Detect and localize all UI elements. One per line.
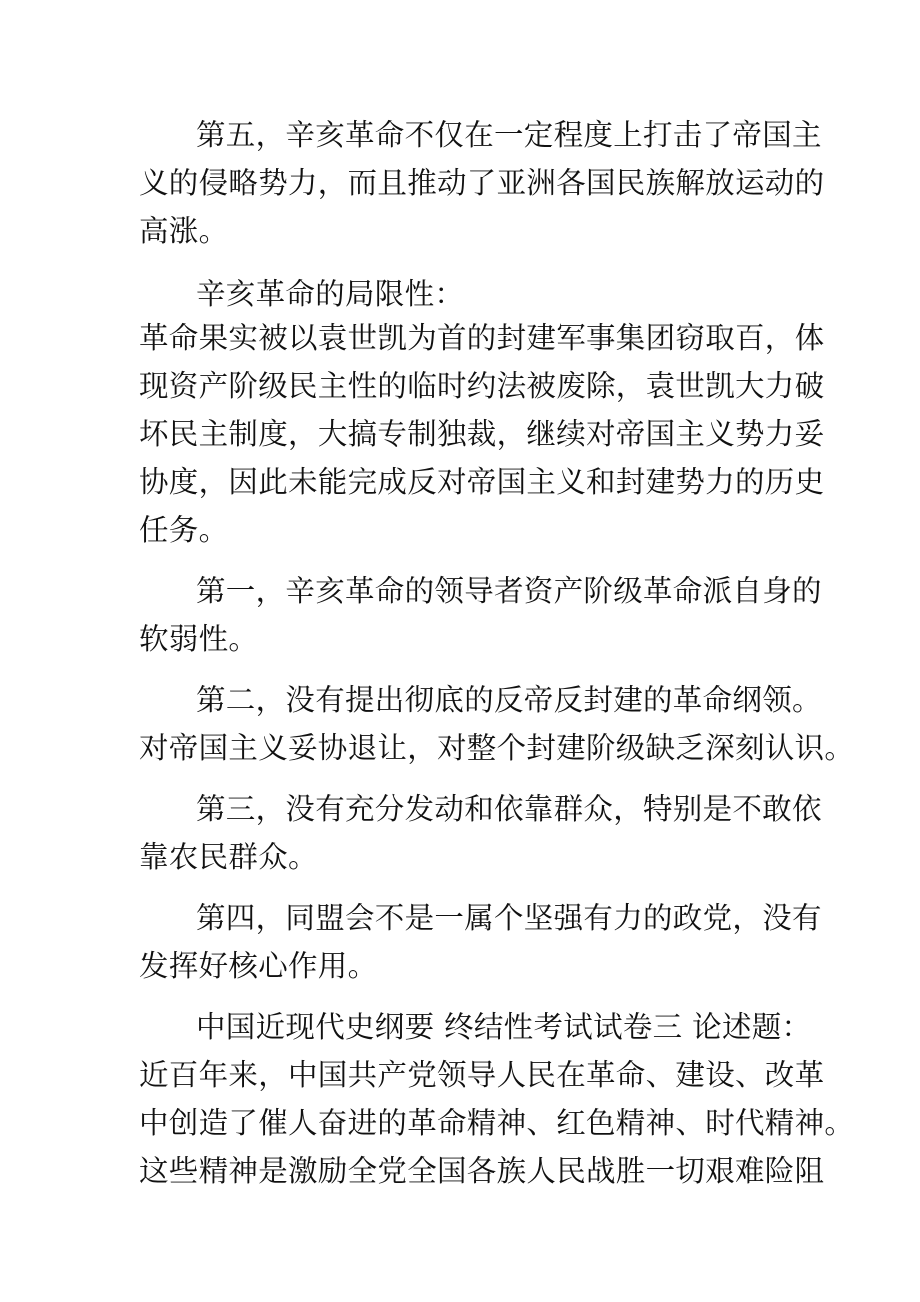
limitations-line-5: 任务。	[139, 513, 229, 547]
point-2-line-2: 对帝国主义妥协退让，对整个封建阶级缺乏深刻认识。	[139, 731, 855, 765]
paragraph-5-line-2: 义的侵略势力，而且推动了亚洲各国民族解放运动的	[139, 166, 825, 200]
point-1-line-1: 第一，辛亥革命的领导者资产阶级革命派自身的	[196, 574, 822, 608]
limitations-line-2: 现资产阶级民主性的临时约法被废除，袁世凯大力破	[139, 369, 825, 403]
essay-line-2: 中创造了催人奋进的革命精神、红色精神、时代精神。	[139, 1106, 855, 1140]
point-3-line-1: 第三，没有充分发动和依靠群众，特别是不敢依	[196, 792, 822, 826]
point-4-line-2: 发挥好核心作用。	[139, 949, 378, 983]
essay-line-3: 这些精神是激励全党全国各族人民战胜一切艰难险阻	[139, 1154, 825, 1188]
limitations-line-1: 革命果实被以袁世凯为首的封建军事集团窃取百，体	[139, 321, 825, 355]
paragraph-5-line-1: 第五，辛亥革命不仅在一定程度上打击了帝国主	[196, 118, 822, 152]
point-3-line-2: 靠农民群众。	[139, 840, 318, 874]
point-2-line-1: 第二，没有提出彻底的反帝反封建的革命纲领。	[196, 683, 822, 717]
paragraph-5-line-3: 高涨。	[139, 214, 229, 248]
point-4-line-1: 第四，同盟会不是一属个坚强有力的政党，没有	[196, 901, 822, 935]
point-1-line-2: 软弱性。	[139, 622, 259, 656]
limitations-line-4: 协度，因此未能完成反对帝国主义和封建势力的历史	[139, 465, 825, 499]
limitations-line-3: 坏民主制度，大搞专制独裁，继续对帝国主义势力妥	[139, 417, 825, 451]
exam-heading: 中国近现代史纲要 终结性考试试卷三 论述题：	[196, 1010, 812, 1044]
section-heading-limitations: 辛亥革命的局限性：	[196, 277, 465, 311]
essay-line-1: 近百年来，中国共产党领导人民在革命、建设、改革	[139, 1058, 825, 1092]
